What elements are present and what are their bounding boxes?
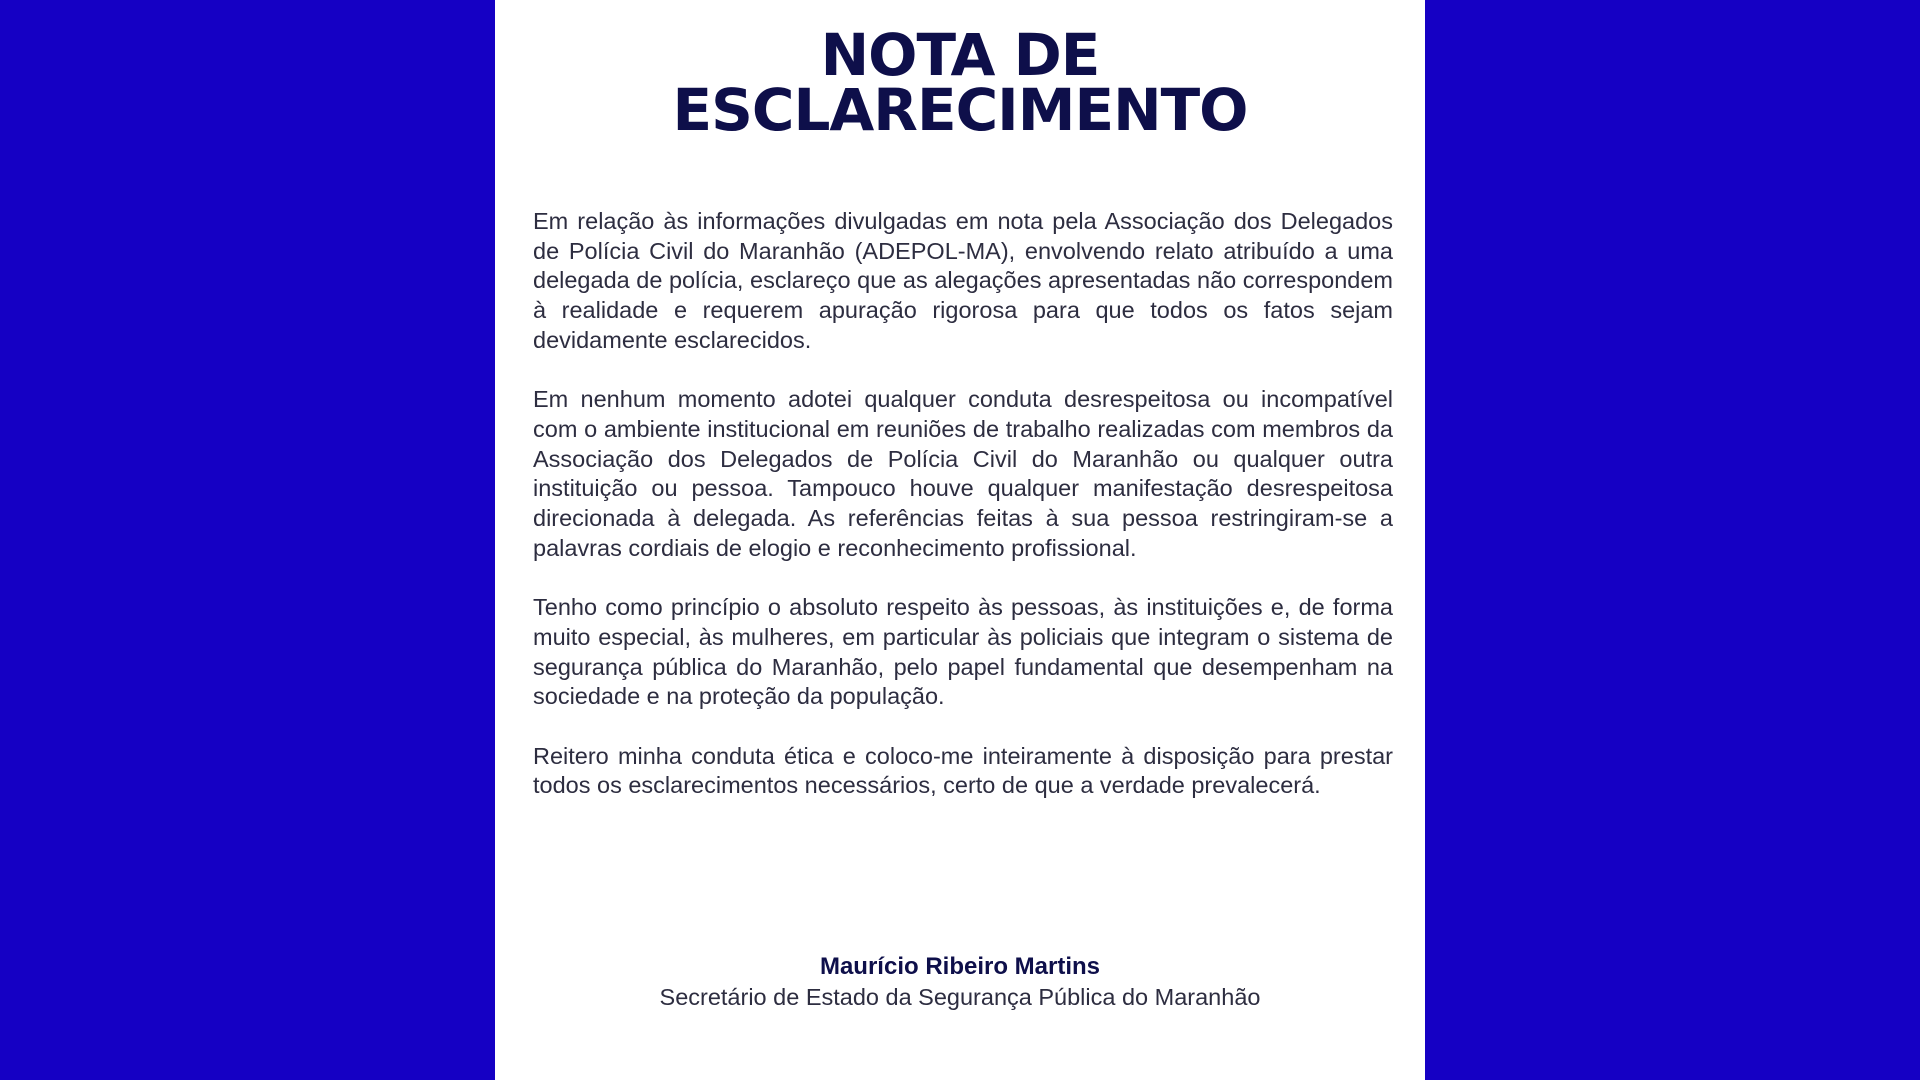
title-line-1: NOTA DE bbox=[820, 21, 1100, 89]
paragraph-2: Em nenhum momento adotei qualquer conduta desrespeitosa ou incompatível com o ambiente institucional em reuniões de trabalho realizadas com membros da Associação dos Delegados de Polícia Civil do Maranhão ou qualquer outra instituição ou pessoa. Tampouco houve qualquer manifestação desrespeitosa direcionada à delegada. As referências feitas à sua pessoa restringiram-se a palavras cordiais de elogio e reconhecimento profissional. bbox=[533, 386, 1393, 561]
document-body bbox=[533, 207, 1393, 831]
page-title bbox=[495, 21, 1425, 144]
signature-role: Secretário de Estado da Segurança Pública do Maranhão bbox=[659, 984, 1261, 1010]
paragraph-1: Em relação às informações divulgadas em nota pela Associação dos Delegados de Polícia Civil do Maranhão (ADEPOL-MA), envolvendo relato atribuído a uma delegada de polícia, esclareço que as alegações apresentadas não correspondem à realidade e requerem apuração rigorosa para que todos os fatos sejam devidamente esclarecidos. bbox=[533, 208, 1393, 353]
paragraph-4: Reitero minha conduta ética e coloco-me inteiramente à disposição para prestar todos os esclarecimentos necessários, certo de que a verdade prevalecerá. bbox=[533, 742, 1393, 799]
signature-name: Maurício Ribeiro Martins bbox=[819, 953, 1101, 980]
paragraph-3: Tenho como princípio o absoluto respeito às pessoas, às instituições e, de forma muito especial, às mulheres, em particular às policiais que integram o sistema de segurança pública do Maranhão, pelo papel fundamental que desempenham na sociedade e na proteção da população. bbox=[533, 594, 1393, 710]
document-page bbox=[495, 0, 1425, 1080]
title-line-2: ESCLARECIMENTO bbox=[672, 76, 1248, 144]
signature-block bbox=[495, 952, 1425, 1012]
